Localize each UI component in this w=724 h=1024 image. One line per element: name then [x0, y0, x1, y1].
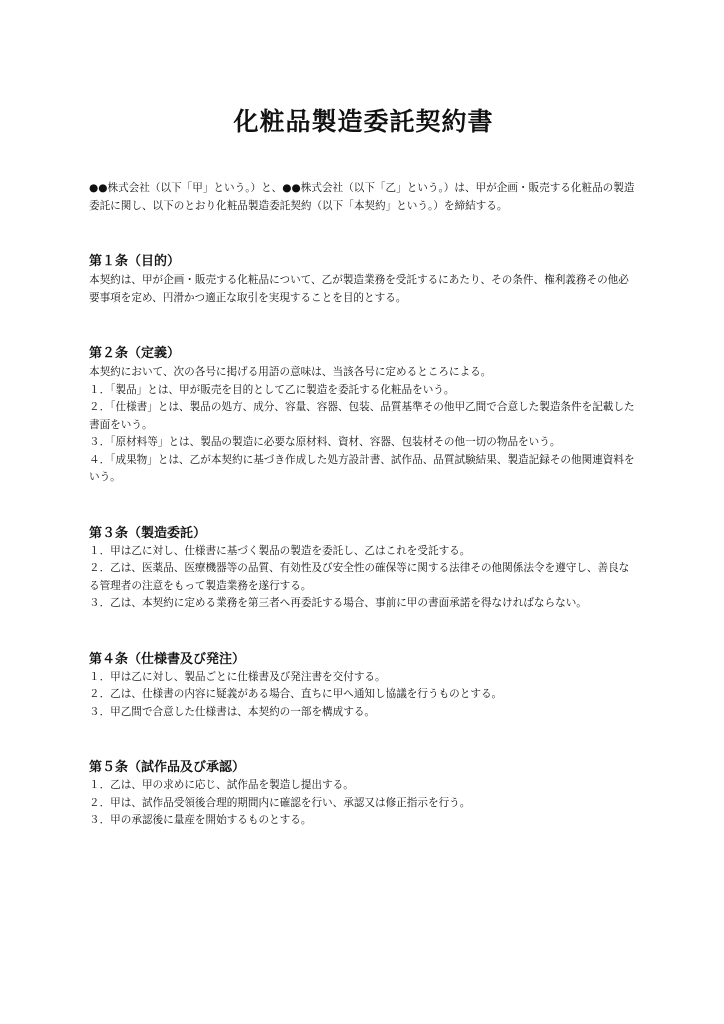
document-title: 化粧品製造委託契約書	[233, 107, 494, 136]
article-body: 本契約は、甲が企画・販売する化粧品について、乙が製造業務を受託するにあたり、その条件、権利義務その他必要事項を定め、円滑かつ適正な取引を実現することを目的とする。	[89, 274, 629, 304]
article-item: ２．乙は、医薬品、医療機器等の品質、有効性及び安全性の確保等に関する法律その他関係法令を遵守し、善良なる管理者の注意をもって製造業務を遂行する。	[89, 562, 630, 592]
article-5	[89, 758, 638, 830]
article-item: ２．乙は、仕様書の内容に疑義がある場合、直ちに甲へ通知し協議を行うものとする。	[89, 688, 503, 700]
article-heading: 第２条（定義）	[89, 346, 181, 361]
article-heading: 第５条（試作品及び承認）	[89, 760, 246, 775]
article-item: ２．「仕様書」とは、製品の処方、成分、容量、容器、包装、品質基準その他甲乙間で合意した製造条件を記載した書面をいう。	[89, 401, 635, 431]
article-item: ３．「原材料等」とは、製品の製造に必要な原材料、資材、容器、包装材その他一切の物品をいう。	[89, 436, 561, 448]
article-heading: 第１条（目的）	[89, 254, 181, 269]
article-body: 本契約において、次の各号に掲げる用語の意味は、当該各号に定めるところによる。	[89, 366, 492, 378]
article-item: １．「製品」とは、甲が販売を目的として乙に製造を委託する化粧品をいう。	[89, 383, 455, 396]
article-item: １．甲は乙に対し、仕様書に基づく製品の製造を委託し、乙はこれを受託する。	[89, 544, 471, 557]
article-item: １．乙は、甲の求めに応じ、試作品を製造し提出する。	[89, 779, 354, 791]
article-2	[89, 344, 638, 487]
article-heading: 第４条（仕様書及び発注）	[89, 651, 246, 667]
article-1	[89, 252, 638, 307]
article-heading: 第３条（製造委託）	[89, 525, 207, 541]
preamble: ●●株式会社（以下「甲」という。）と、●●株式会社（以下「乙」という。）は、甲が企画・販売する化粧品の製造委託に関し、以下のとおり化粧品製造委託契約（以下「本契約」という。）を締結する。	[89, 182, 635, 212]
article-4	[89, 650, 638, 722]
article-item: ３．甲乙間で合意した仕様書は、本契約の一部を構成する。	[89, 705, 376, 718]
article-item: ４．「成果物」とは、乙が本契約に基づき作成した処方設計書、試作品、品質試験結果、製造記録その他関連資料をいう。	[89, 453, 635, 483]
article-item: ３．乙は、本契約に定める業務を第三者へ再委託する場合、事前に甲の書面承諾を得なければならない。	[89, 597, 587, 609]
article-item: ３．甲の承認後に量産を開始するものとする。	[89, 814, 312, 826]
article-item: １．甲は乙に対し、製品ごとに仕様書及び発注書を交付する。	[89, 670, 386, 683]
article-3	[89, 524, 638, 613]
article-item: ２．甲は、試作品受領後合理的期間内に確認を行い、承認又は修正指示を行う。	[89, 796, 471, 809]
